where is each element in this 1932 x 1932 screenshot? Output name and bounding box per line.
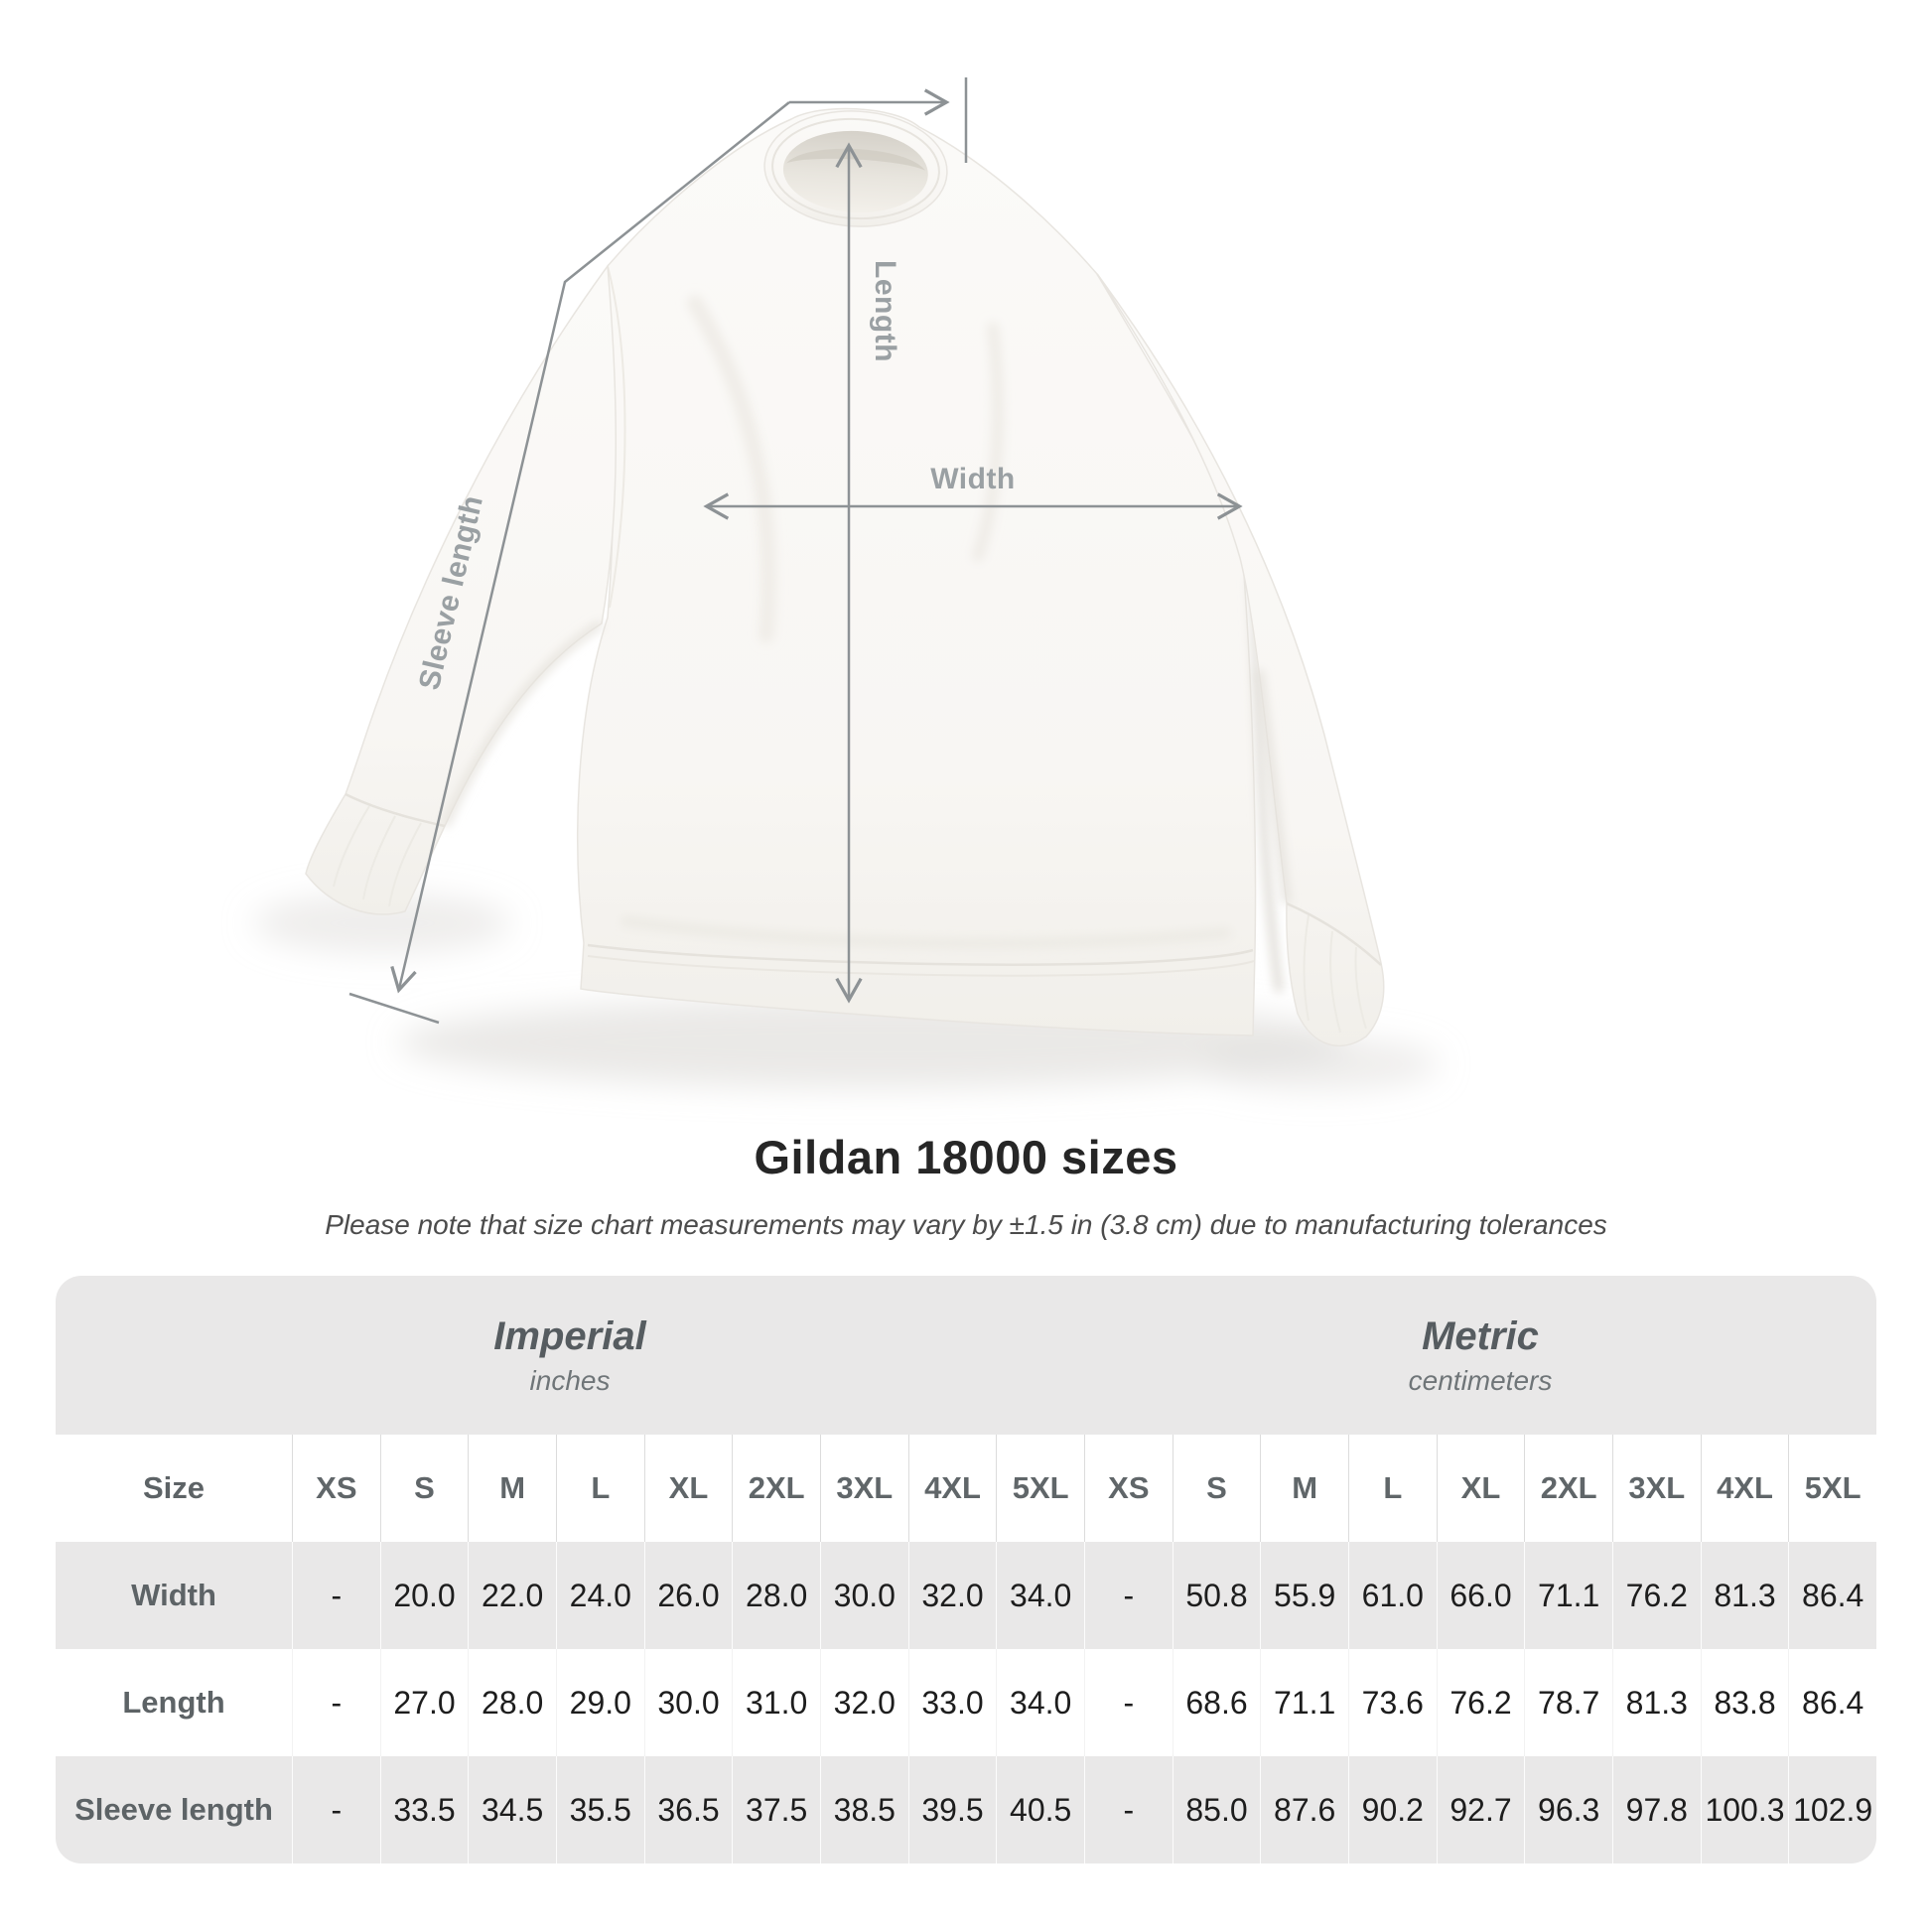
metric-value-cell: 100.3 [1701, 1756, 1789, 1863]
imperial-value-cell: 29.0 [556, 1649, 644, 1756]
imperial-value-cell: 30.0 [644, 1649, 733, 1756]
size-col-xs-metric: XS [1084, 1435, 1173, 1542]
imperial-value-cell: 28.0 [468, 1649, 556, 1756]
imperial-value-cell: 24.0 [556, 1542, 644, 1649]
metric-value-cell: 68.6 [1173, 1649, 1261, 1756]
metric-value-cell: 76.2 [1437, 1649, 1525, 1756]
metric-value-cell: 92.7 [1437, 1756, 1525, 1863]
metric-value-cell: 83.8 [1701, 1649, 1789, 1756]
metric-value-cell: 71.1 [1260, 1649, 1348, 1756]
imperial-value-cell: 20.0 [380, 1542, 469, 1649]
metric-value-cell: 78.7 [1524, 1649, 1612, 1756]
size-col-5xl: 5XL [996, 1435, 1084, 1542]
size-table-body [56, 1542, 1876, 1863]
metric-value-cell: 85.0 [1173, 1756, 1261, 1863]
size-col-m-metric: M [1260, 1435, 1348, 1542]
metric-value-cell: 71.1 [1524, 1542, 1612, 1649]
size-col-3xl-metric: 3XL [1612, 1435, 1701, 1542]
imperial-value-cell: 38.5 [820, 1756, 908, 1863]
size-col-s-metric: S [1173, 1435, 1261, 1542]
page-title: Gildan 18000 sizes [754, 1131, 1178, 1183]
size-col-m: M [468, 1435, 556, 1542]
metric-header [1084, 1276, 1876, 1435]
size-header-row [56, 1435, 1876, 1542]
row-label: Length [122, 1685, 225, 1720]
size-col-2xl: 2XL [732, 1435, 820, 1542]
size-col-2xl-metric: 2XL [1524, 1435, 1612, 1542]
size-col-4xl: 4XL [908, 1435, 997, 1542]
imperial-value-cell: 31.0 [732, 1649, 820, 1756]
size-col-xl-metric: XL [1437, 1435, 1525, 1542]
imperial-value-cell: - [292, 1756, 380, 1863]
width-label: Width [930, 463, 1016, 495]
metric-unit: centimeters [1408, 1364, 1553, 1396]
sleeve-length-label: Sleeve length [412, 491, 490, 693]
row-label: Sleeve length [74, 1792, 273, 1827]
metric-value-cell: - [1084, 1542, 1173, 1649]
tolerance-note: Please note that size chart measurements may vary by ±1.5 in (3.8 cm) due to manufacturing tolerances [325, 1209, 1607, 1240]
imperial-header [56, 1276, 1084, 1435]
measurement-row-length [56, 1649, 1876, 1756]
metric-value-cell: 55.9 [1260, 1542, 1348, 1649]
imperial-value-cell: 32.0 [820, 1649, 908, 1756]
imperial-value-cell: - [292, 1542, 380, 1649]
imperial-value-cell: 33.0 [908, 1649, 997, 1756]
imperial-value-cell: 28.0 [732, 1542, 820, 1649]
measurement-row-sleeve-length [56, 1756, 1876, 1863]
size-col-l-metric: L [1348, 1435, 1437, 1542]
size-col-l: L [556, 1435, 644, 1542]
metric-value-cell: - [1084, 1649, 1173, 1756]
length-label: Length [869, 260, 901, 362]
imperial-value-cell: 37.5 [732, 1756, 820, 1863]
imperial-value-cell: 30.0 [820, 1542, 908, 1649]
metric-value-cell: 86.4 [1788, 1542, 1876, 1649]
size-col-3xl: 3XL [820, 1435, 908, 1542]
imperial-value-cell: 36.5 [644, 1756, 733, 1863]
size-col-5xl-metric: 5XL [1788, 1435, 1876, 1542]
size-header: Size [142, 1470, 206, 1505]
size-col-4xl-metric: 4XL [1701, 1435, 1789, 1542]
metric-value-cell: 97.8 [1612, 1756, 1701, 1863]
metric-value-cell: 90.2 [1348, 1756, 1437, 1863]
metric-value-cell: 50.8 [1173, 1542, 1261, 1649]
imperial-value-cell: 34.0 [996, 1542, 1084, 1649]
metric-value-cell: 102.9 [1788, 1756, 1876, 1863]
metric-value-cell: 81.3 [1701, 1542, 1789, 1649]
imperial-value-cell: 34.0 [996, 1649, 1084, 1756]
imperial-title: Imperial [493, 1313, 646, 1358]
imperial-value-cell: 26.0 [644, 1542, 733, 1649]
imperial-unit: inches [529, 1364, 611, 1396]
imperial-value-cell: 40.5 [996, 1756, 1084, 1863]
imperial-value-cell: 22.0 [468, 1542, 556, 1649]
metric-value-cell: 73.6 [1348, 1649, 1437, 1756]
size-col-s: S [380, 1435, 469, 1542]
sweatshirt-body [578, 109, 1279, 1035]
imperial-value-cell: 35.5 [556, 1756, 644, 1863]
unit-band [56, 1276, 1876, 1435]
metric-value-cell: - [1084, 1756, 1173, 1863]
imperial-value-cell: 39.5 [908, 1756, 997, 1863]
size-col-xl: XL [644, 1435, 733, 1542]
metric-value-cell: 96.3 [1524, 1756, 1612, 1863]
size-col-xs: XS [292, 1435, 380, 1542]
metric-value-cell: 81.3 [1612, 1649, 1701, 1756]
metric-value-cell: 87.6 [1260, 1756, 1348, 1863]
imperial-value-cell: 27.0 [380, 1649, 469, 1756]
imperial-value-cell: 34.5 [468, 1756, 556, 1863]
measurement-row-width [56, 1542, 1876, 1649]
imperial-value-cell: - [292, 1649, 380, 1756]
metric-value-cell: 86.4 [1788, 1649, 1876, 1756]
imperial-value-cell: 32.0 [908, 1542, 997, 1649]
row-label: Width [131, 1578, 216, 1612]
metric-value-cell: 76.2 [1612, 1542, 1701, 1649]
metric-title: Metric [1422, 1313, 1539, 1358]
size-table [56, 1276, 1876, 1863]
imperial-value-cell: 33.5 [380, 1756, 469, 1863]
metric-value-cell: 61.0 [1348, 1542, 1437, 1649]
metric-value-cell: 66.0 [1437, 1542, 1525, 1649]
